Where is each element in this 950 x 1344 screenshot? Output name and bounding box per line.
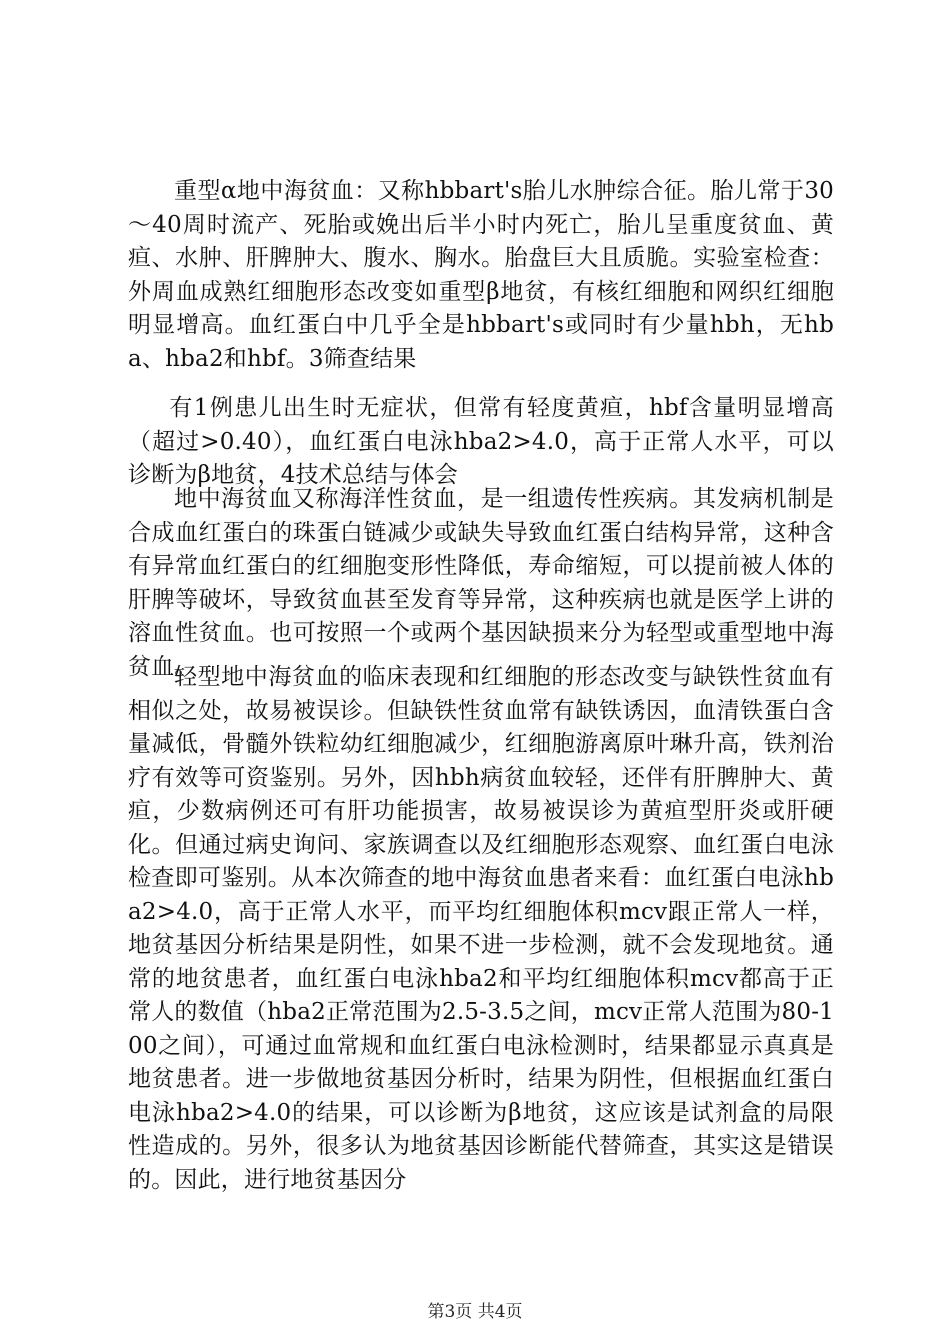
paragraph-screening-result: 有1例患儿出生时无症状，但常有轻度黄疸，hbf含量明显增高（超过>0.40），血红蛋白电泳hba2>4.0，高于正常人水平，可以诊断为β地贫，4技术总结与体会 [128,395,834,488]
paragraph-thalassemia-definition: 地中海贫血又称海洋性贫血，是一组遗传性疾病。其发病机制是合成血红蛋白的珠蛋白链减少或缺失导致血红蛋白结构异常，这种含有异常血红蛋白的红细胞变形性降低，寿命缩短，可以提前被人体的肝脾等破坏，导致贫血甚至发育等异常，这种疾病也就是医学上讲的溶血性贫血。也可按照一个或两个基因缺损来分为轻型或重型地中海贫血。 [128,486,834,680]
paragraph-thalassemia-alpha-major: 重型α地中海贫血：又称hbbart's胎儿水肿综合征。胎儿常于30～40周时流产、死胎或娩出后半小时内死亡，胎儿呈重度贫血、黄疸、水肿、肝脾肿大、腹水、胸水。胎盘巨大且质脆。实验室检查：外周血成熟红细胞形态改变如重型β地贫，有核红细胞和网织红细胞明显增高。血红蛋白中几乎全是hbbart's或同时有少量hbh，无hba、hba2和hbf。3筛查结果 [128,178,834,372]
page-footer: 第3页 共4页 [427,1302,523,1322]
paragraph-thalassemia-diagnosis: 轻型地中海贫血的临床表现和红细胞的形态改变与缺铁性贫血有相似之处，故易被误诊。但缺铁性贫血常有缺铁诱因，血清铁蛋白含量减低，骨髓外铁粒幼红细胞减少，红细胞游离原叶琳升高，铁剂治疗有效等可资鉴别。另外，因hbh病贫血较轻，还伴有肝脾肿大、黄疸，少数病例还可有肝功能损害，故易被误诊为黄疸型肝炎或肝硬化。但通过病史询问、家族调查以及红细胞形态观察、血红蛋白电泳检查即可鉴别。从本次筛查的地中海贫血患者来看：血红蛋白电泳hba2>4.0，高于正常人水平，而平均红细胞体积mcv跟正常人一样，地贫基因分析结果是阴性，如果不进一步检测，就不会发现地贫。通常的地贫患者，血红蛋白电泳hba2和平均红细胞体积mcv都高于正常人的数值（hba2正常范围为2.5-3.5之间，mcv正常人范围为80-100之间），可通过血常规和血红蛋白电泳检测时，结果都显示真真是地贫患者。进一步做地贫基因分析时，结果为阴性，但根据血红蛋白电泳hba2>4.0的结果，可以诊断为β地贫，这应该是试剂盒的局限性造成的。另外，很多认为地贫基因诊断能代替筛查，其实这是错误的。因此，进行地贫基因分 [128,664,834,1193]
